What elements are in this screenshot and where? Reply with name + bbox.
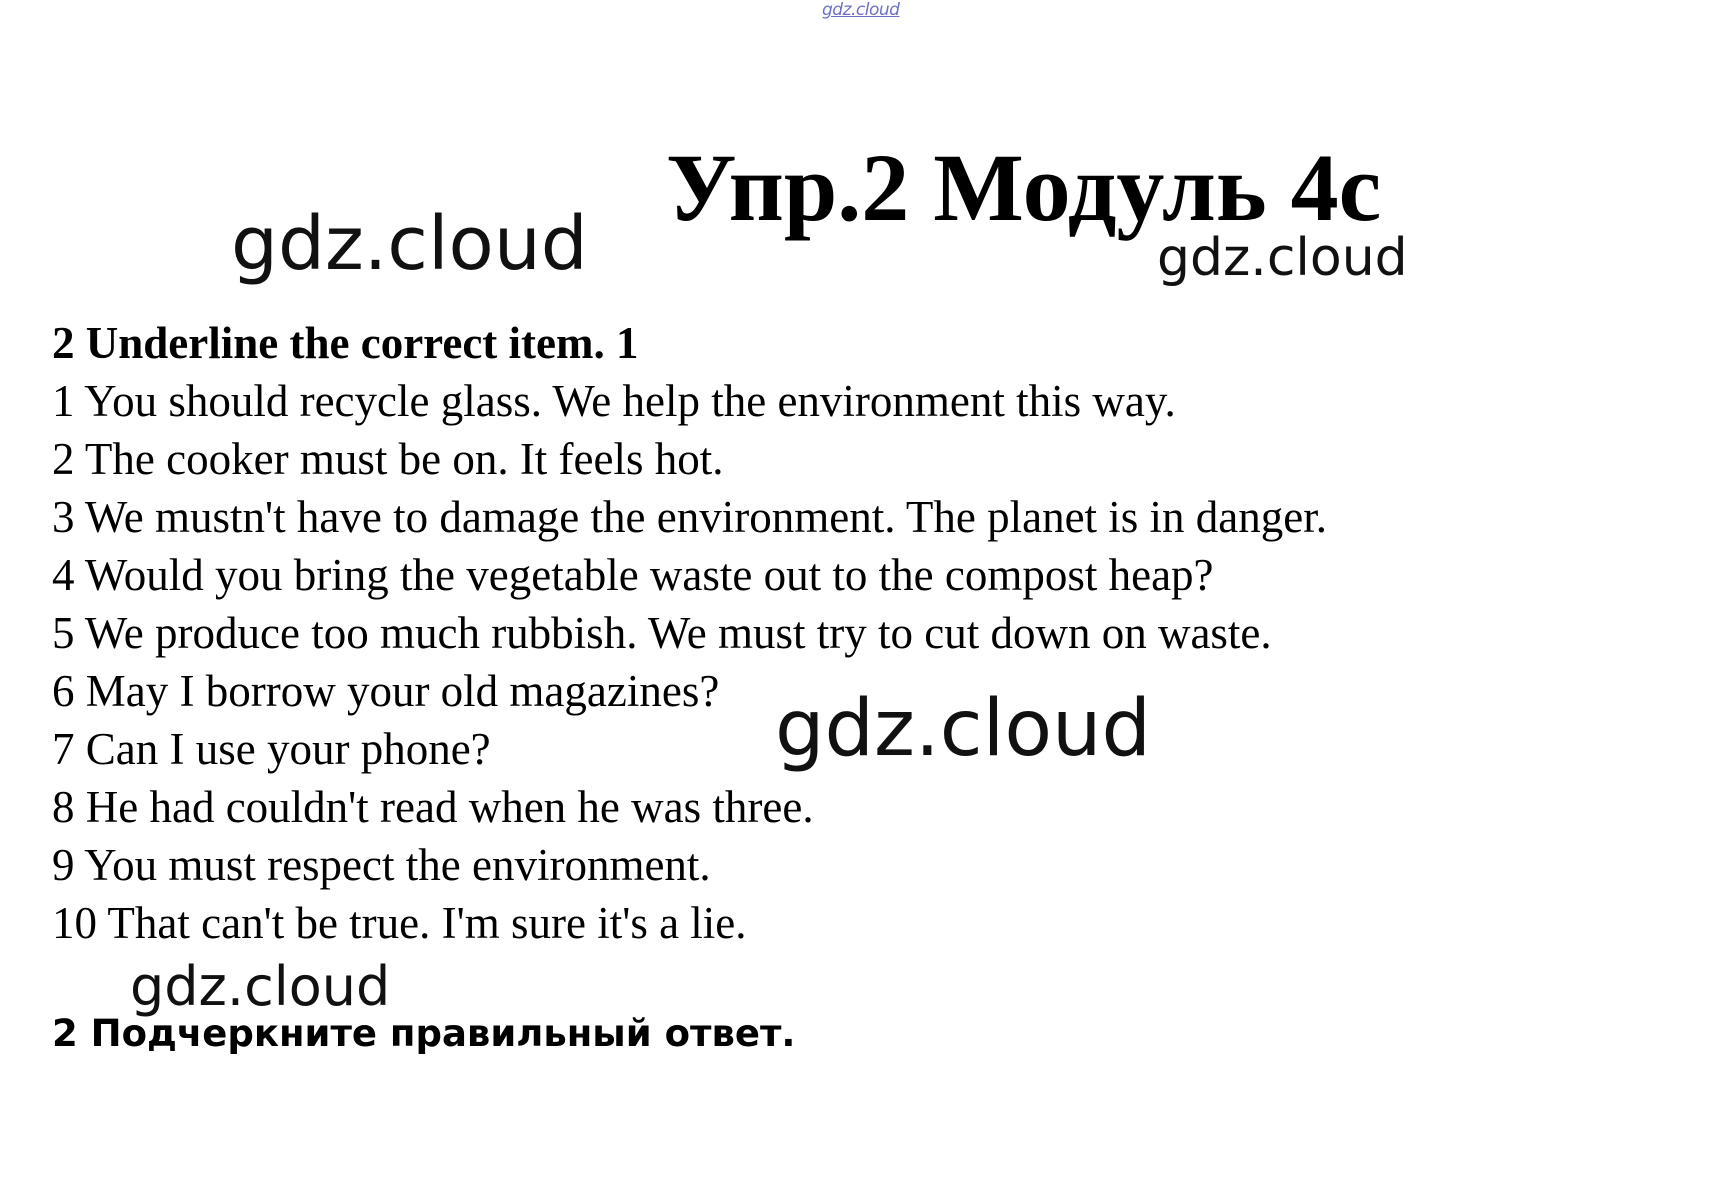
watermark: gdz.cloud bbox=[231, 201, 588, 287]
answer-line: 9 You must respect the environment. bbox=[52, 840, 711, 890]
top-watermark: gdz.cloud bbox=[822, 0, 900, 20]
watermark: gdz.cloud bbox=[1157, 228, 1408, 288]
exercise-body bbox=[52, 314, 1327, 952]
answer-line: 7 Can I use your phone? bbox=[52, 724, 491, 774]
answer-line: 2 The cooker must be on. It feels hot. bbox=[52, 434, 724, 484]
watermark: gdz.cloud bbox=[130, 955, 391, 1018]
answer-line: 4 Would you bring the vegetable waste out to the compost heap? bbox=[52, 550, 1214, 600]
answer-line: 8 He had couldn't read when he was three. bbox=[52, 782, 814, 832]
page-title: Упр.2 Модуль 4с bbox=[666, 134, 1382, 241]
answer-line: 6 May I borrow your old magazines? bbox=[52, 666, 720, 716]
answer-line: 5 We produce too much rubbish. We must try to cut down on waste. bbox=[52, 608, 1272, 658]
answer-line: 1 You should recycle glass. We help the environment this way. bbox=[52, 376, 1176, 426]
task-translation: 2 Подчеркните правильный ответ. bbox=[52, 1012, 796, 1055]
answer-line: 3 We mustn't have to damage the environment. The planet is in danger. bbox=[52, 492, 1328, 542]
task-heading: 2 Underline the correct item. 1 bbox=[52, 318, 639, 368]
watermark: gdz.cloud bbox=[775, 684, 1151, 774]
answer-line: 10 That can't be true. I'm sure it's a lie. bbox=[52, 898, 747, 948]
